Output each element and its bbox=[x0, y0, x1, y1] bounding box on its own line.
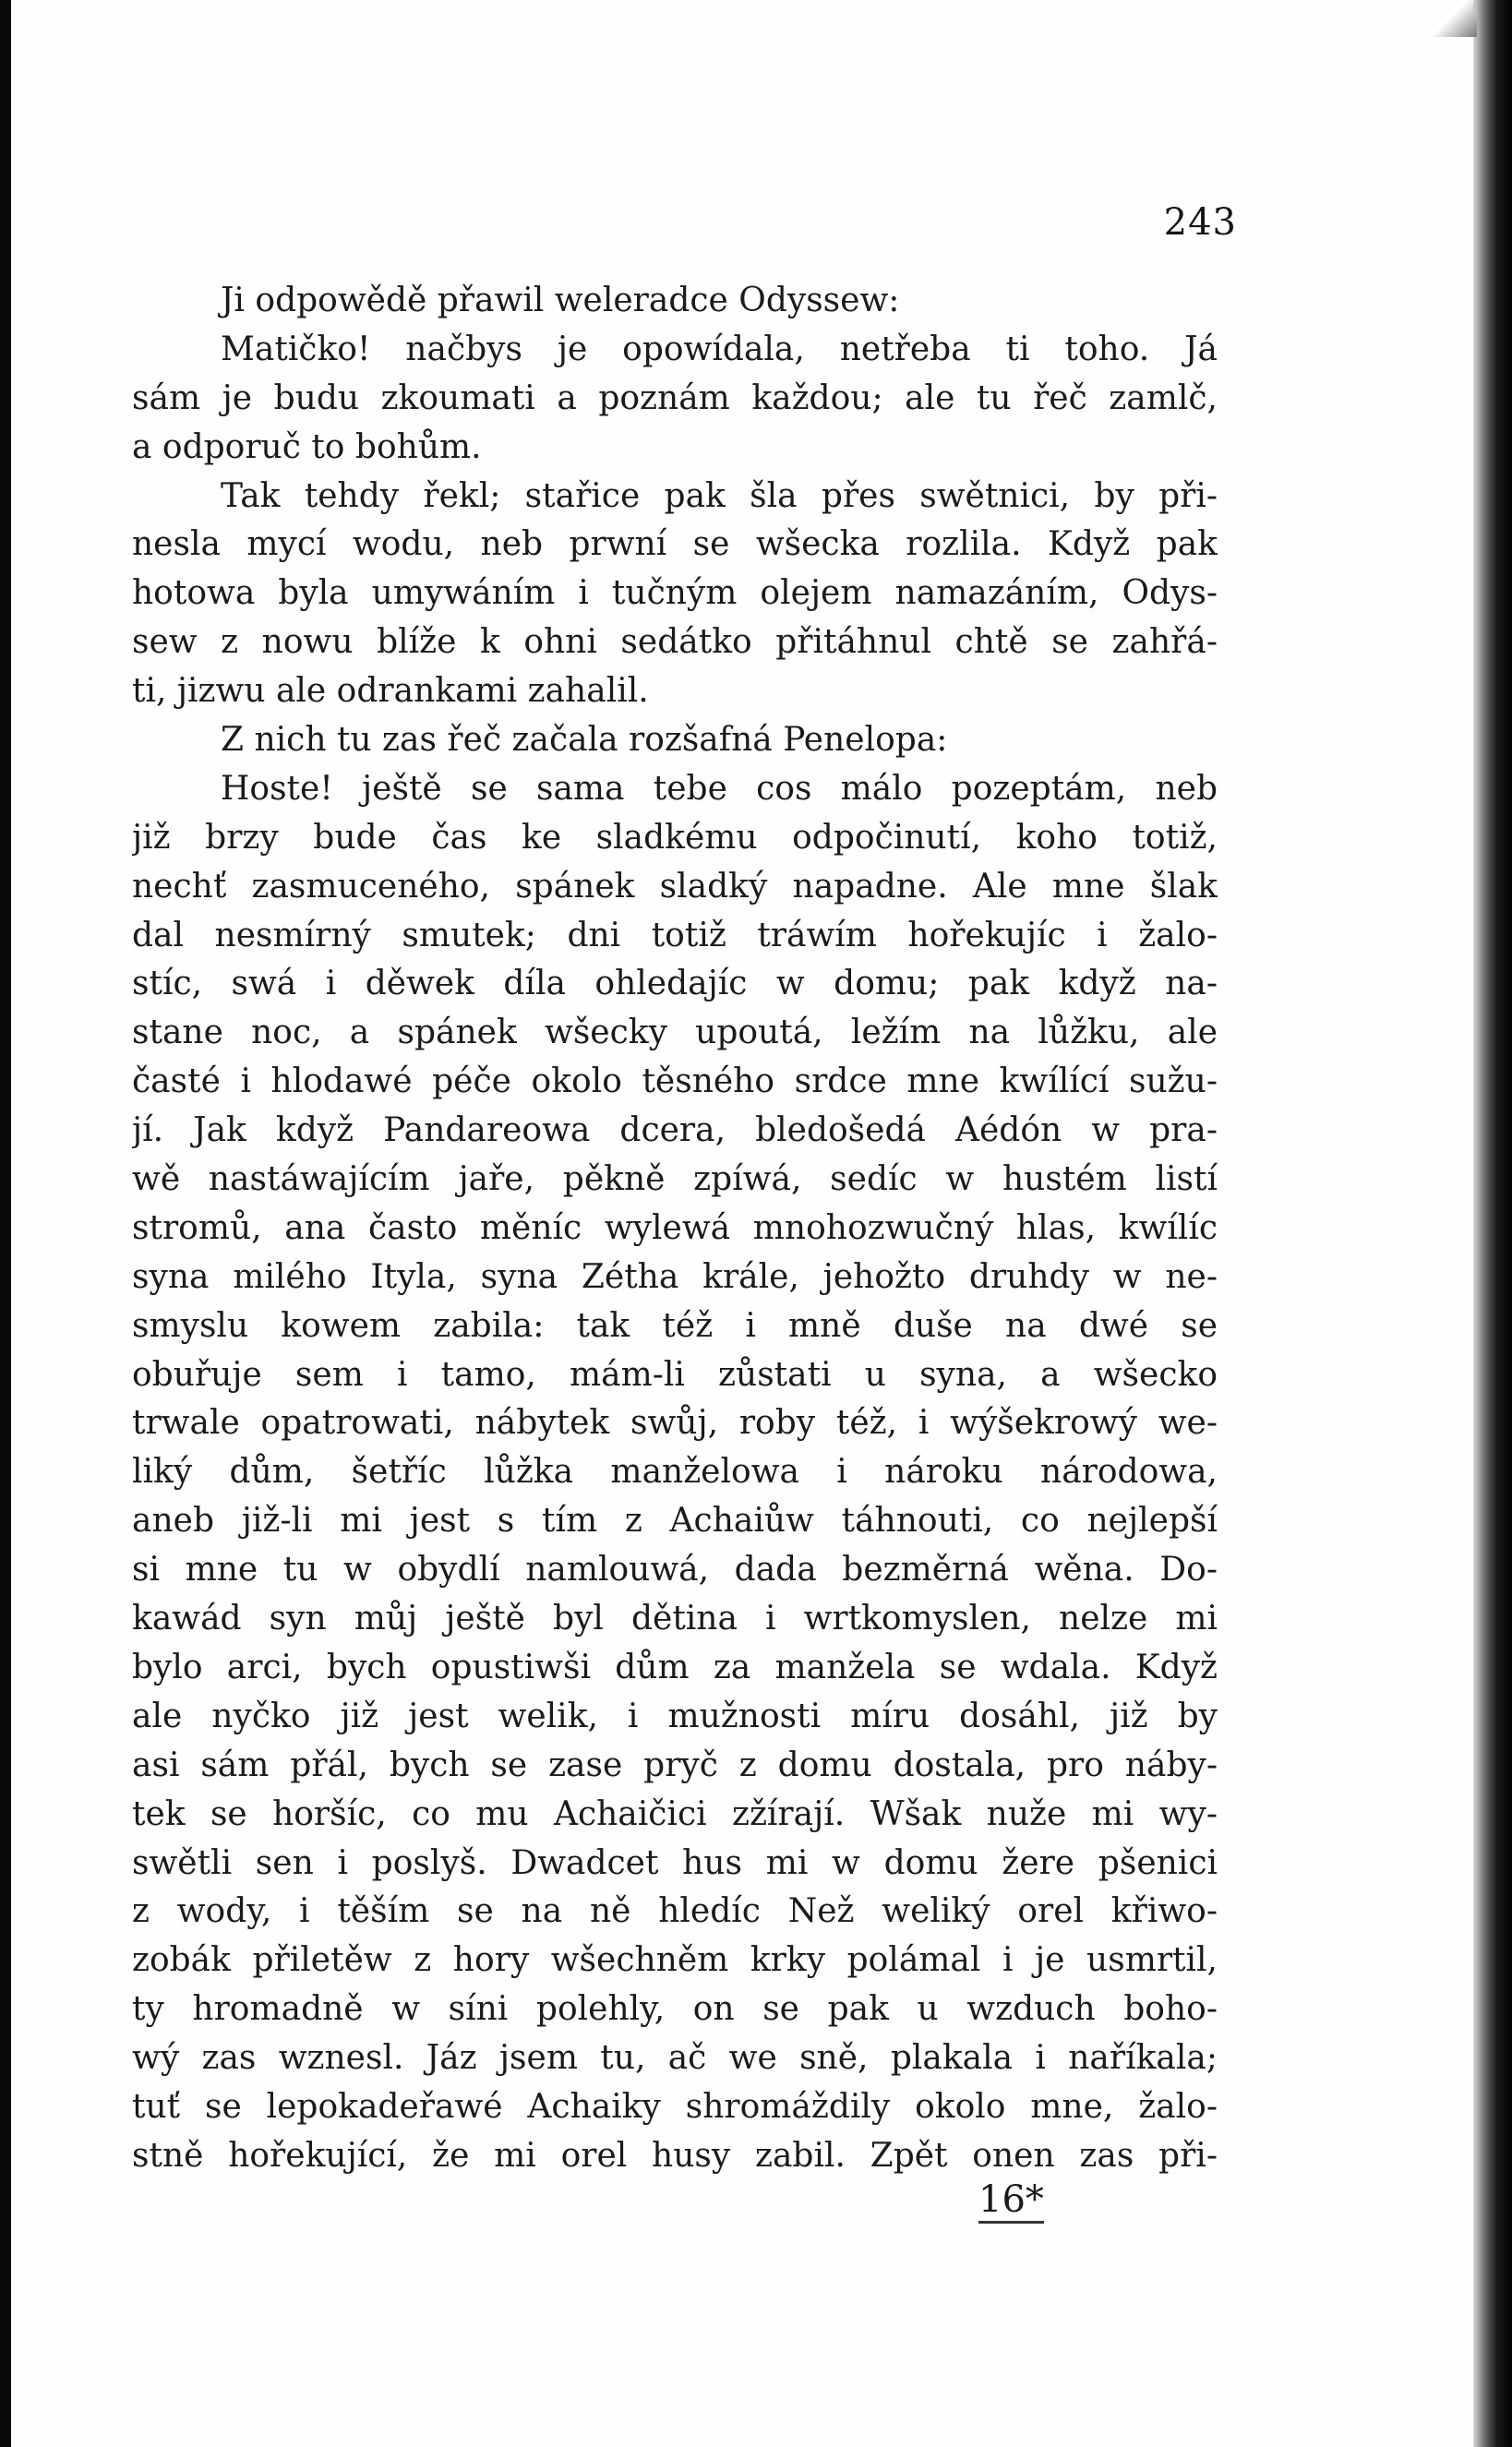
text-line: wý zas wznesl. Jáz jsem tu, ač we sně, plakala i naříkala; bbox=[132, 2039, 1218, 2078]
page-number: 243 bbox=[1163, 201, 1237, 244]
text-line: Z nich tu zas řeč začala rozšafná Penelopa: bbox=[221, 721, 948, 760]
text-line: tuť se lepokadeřawé Achaiky shromáždily okolo mne, žalo- bbox=[132, 2087, 1218, 2126]
text-line: liký dům, šetříc lůžka manželowa i nároku národowa, bbox=[132, 1453, 1218, 1492]
text-line: wě nastáwajícím jaře, pěkně zpíwá, sedíc w hustém listí bbox=[132, 1160, 1218, 1199]
text-line: ty hromadně w síni polehly, on se pak u wzduch boho- bbox=[132, 1990, 1218, 2029]
text-line: ale nyčko již jest welik, i mužnosti míru dosáhl, již by bbox=[132, 1697, 1218, 1735]
text-line: swětli sen i poslyš. Dwadcet hus mi w domu žere pšenici bbox=[132, 1843, 1218, 1882]
text-line: stane noc, a spánek wšecky upoutá, ležím na lůžku, ale bbox=[132, 1014, 1218, 1052]
scan-edge-right bbox=[1473, 0, 1512, 2447]
text-line: asi sám přál, bych se zase pryč z domu dostala, pro náby- bbox=[132, 1745, 1218, 1784]
text-line: Tak tehdy řekl; stařice pak šla přes swětnici, by při- bbox=[221, 476, 1218, 515]
text-line: sám je budu zkoumati a poznám každou; ale tu řeč zamlč, bbox=[132, 378, 1218, 417]
text-line: zobák přiletěw z hory wšechněm krky polámal i je usmrtil, bbox=[132, 1941, 1218, 1980]
scan-edge-corner bbox=[1422, 0, 1477, 37]
text-line: kawád syn můj ještě byl dětina i wrtkomyslen, nelze mi bbox=[132, 1600, 1218, 1638]
text-line: Ji odpowědě přawil weleradce Odyssew: bbox=[221, 282, 900, 319]
text-line: Matičko! načbys je opowídala, netřeba ti toho. Já bbox=[221, 330, 1218, 368]
text-line: bylo arci, bych opustiwši dům za manžela se wdala. Když bbox=[132, 1648, 1218, 1686]
text-line: trwale opatrowati, nábytek swůj, roby též, i wýšekrowý we- bbox=[132, 1404, 1218, 1443]
text-line: jí. Jak když Pandareowa dcera, bledošedá Aédón w pra- bbox=[132, 1111, 1218, 1150]
signature-mark bbox=[978, 2178, 1108, 2221]
text-line: a odporuč to bohům. bbox=[132, 427, 482, 466]
text-line: tek se horšíc, co mu Achaičici zžírají. Wšak nuže mi wy- bbox=[132, 1794, 1218, 1833]
text-line: časté i hlodawé péče okolo těsného srdce mne kwílící sužu- bbox=[132, 1062, 1218, 1101]
text-line: ti, jizwu ale odrankami zahalil. bbox=[132, 672, 649, 711]
text-line: dal nesmírný smutek; dni totiž tráwím hořekujíc i žalo- bbox=[132, 916, 1218, 954]
signature-mark-text: 16* bbox=[978, 2178, 1044, 2224]
text-line: sew z nowu blíže k ohni sedátko přitáhnul chtě se zahřá- bbox=[132, 623, 1218, 662]
text-line: již brzy bude čas ke sladkému odpočinutí, koho totiž, bbox=[132, 818, 1218, 857]
text-line: hotowa byla umywáním i tučným olejem namazáním, Odys- bbox=[132, 574, 1218, 613]
text-line: obuřuje sem i tamo, mám-li zůstati u syna, a wšecko bbox=[132, 1355, 1218, 1394]
text-line: syna milého Ityla, syna Zétha krále, jehožto druhdy w ne- bbox=[132, 1257, 1218, 1296]
text-line: nechť zasmuceného, spánek sladký napadne. Ale mne šlak bbox=[132, 867, 1218, 906]
text-line: aneb již-li mi jest s tím z Achaiůw táhnouti, co nejlepší bbox=[132, 1502, 1218, 1541]
text-line: stíc, swá i děwek díla ohledajíc w domu; pak když na- bbox=[132, 965, 1218, 1003]
text-line: stromů, ana často měníc wylewá mnohozwučný hlas, kwílíc bbox=[132, 1208, 1218, 1247]
text-line: z wody, i těším se na ně hledíc Než weliký orel křiwo- bbox=[132, 1892, 1218, 1931]
text-line: nesla mycí wodu, neb prwní se wšecka rozlila. Když pak bbox=[132, 525, 1218, 564]
text-line: stně hořekující, že mi orel husy zabil. Zpět onen zas při- bbox=[132, 2136, 1218, 2175]
text-line: smyslu kowem zabila: tak též i mně duše na dwé se bbox=[132, 1306, 1218, 1345]
text-line: Hoste! ještě se sama tebe cos málo pozeptám, neb bbox=[221, 769, 1218, 808]
text-line: si mne tu w obydlí namlouwá, dada bezměrná wěna. Do- bbox=[132, 1551, 1218, 1589]
scan-edge-left bbox=[0, 0, 11, 2447]
body-text bbox=[132, 277, 1218, 2181]
